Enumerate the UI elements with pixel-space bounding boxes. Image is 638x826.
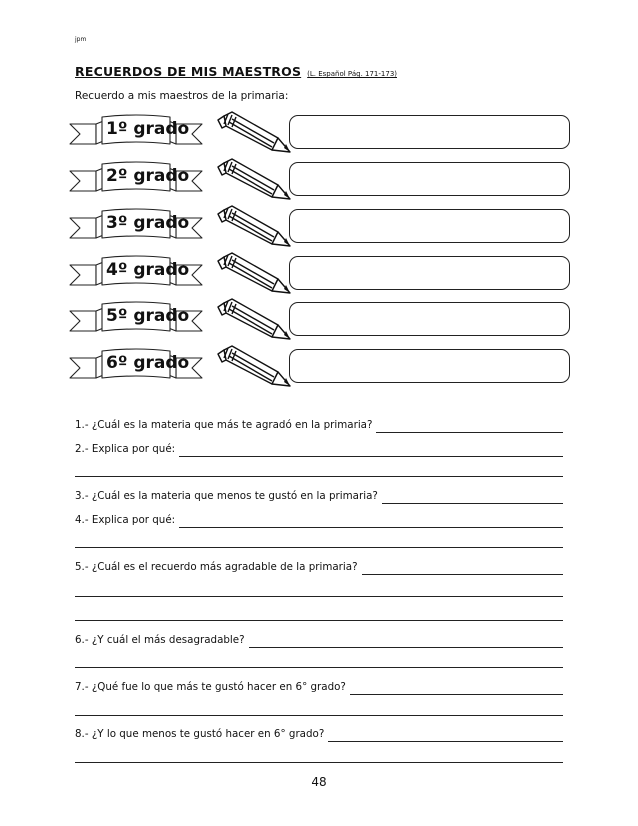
question-text: 4.- Explica por qué:	[75, 514, 176, 526]
question-text: 1.- ¿Cuál es la materia que más te agradó en la primaria?	[75, 419, 373, 431]
grade-label: 6º grado	[106, 353, 190, 373]
grade-label: 4º grado	[106, 260, 190, 280]
answer-line[interactable]	[179, 456, 563, 457]
answer-line[interactable]	[362, 574, 563, 575]
title-text: RECUERDOS DE MIS MAESTROS	[75, 64, 302, 79]
question-2	[75, 443, 563, 459]
answer-line[interactable]	[376, 432, 563, 433]
pencil-icon	[214, 344, 292, 388]
teacher-name-box[interactable]	[289, 209, 570, 243]
answer-line[interactable]	[75, 620, 563, 621]
answer-line[interactable]	[75, 715, 563, 716]
question-1	[75, 419, 563, 435]
teacher-name-box[interactable]	[289, 302, 570, 336]
answer-line[interactable]	[75, 547, 563, 548]
pencil-icon	[214, 251, 292, 295]
question-text: 8.- ¿Y lo que menos te gustó hacer en 6° grado?	[75, 728, 325, 740]
question-5	[75, 561, 563, 577]
answer-line[interactable]	[75, 596, 563, 597]
teacher-name-box[interactable]	[289, 256, 570, 290]
instructions: Recuerdo a mis maestros de la primaria:	[75, 90, 289, 102]
teacher-name-box[interactable]	[289, 115, 570, 149]
teacher-name-box[interactable]	[289, 162, 570, 196]
pencil-icon	[214, 204, 292, 248]
book-reference: (L. Español Pág. 171-173)	[307, 70, 397, 78]
document-tag: jpm	[75, 36, 87, 43]
answer-line[interactable]	[350, 694, 563, 695]
answer-line[interactable]	[75, 476, 563, 477]
grade-label: 3º grado	[106, 213, 190, 233]
pencil-icon	[214, 157, 292, 201]
question-8	[75, 728, 563, 744]
grade-label: 2º grado	[106, 166, 190, 186]
question-text: 2.- Explica por qué:	[75, 443, 176, 455]
answer-line[interactable]	[249, 647, 563, 648]
question-text: 7.- ¿Qué fue lo que más te gustó hacer en 6° grado?	[75, 681, 346, 693]
question-text: 3.- ¿Cuál es la materia que menos te gustó en la primaria?	[75, 490, 378, 502]
teacher-name-box[interactable]	[289, 349, 570, 383]
question-7	[75, 681, 563, 697]
question-3	[75, 490, 563, 506]
question-text: 6.- ¿Y cuál el más desagradable?	[75, 634, 245, 646]
answer-line[interactable]	[382, 503, 563, 504]
question-6	[75, 634, 563, 650]
question-text: 5.- ¿Cuál es el recuerdo más agradable de la primaria?	[75, 561, 358, 573]
question-4	[75, 514, 563, 530]
answer-line[interactable]	[328, 741, 563, 742]
answer-line[interactable]	[75, 667, 563, 668]
grade-label: 1º grado	[106, 119, 190, 139]
grade-label: 5º grado	[106, 306, 190, 326]
answer-line[interactable]	[75, 762, 563, 763]
pencil-icon	[214, 297, 292, 341]
pencil-icon	[214, 110, 292, 154]
page-number: 48	[311, 775, 327, 789]
answer-line[interactable]	[179, 527, 563, 528]
